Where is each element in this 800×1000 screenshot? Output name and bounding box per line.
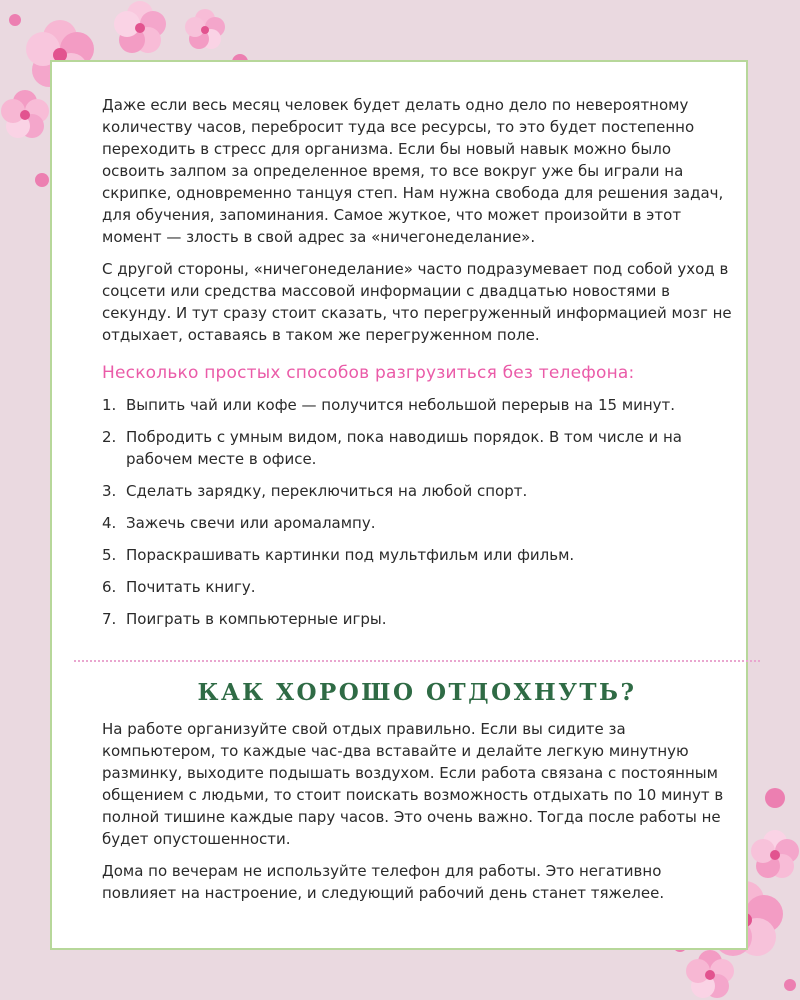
intro-paragraph: С другой стороны, «ничегонеделание» часто подразумевает под собой уход в соцсети или средства массовой информации с двадцатью новостями в секунду. И тут сразу стоит сказать, что перегруженный информацией мозг не отдыхает, оставаясь в таком же перегруженном поле. <box>102 260 732 344</box>
list-item-number: 6. <box>102 578 117 596</box>
list-item <box>102 544 732 566</box>
list-item-text: Побродить с умным видом, пока наводишь порядок. В том числе и на рабочем месте в офисе. <box>126 428 682 468</box>
list-item-number: 3. <box>102 482 117 500</box>
section-heading: КАК ХОРОШО ОТДОХНУТЬ? <box>197 679 637 706</box>
list-item <box>102 426 732 470</box>
list-item-text: Поиграть в компьютерные игры. <box>126 610 387 628</box>
body-paragraph: На работе организуйте свой отдых правильно. Если вы сидите за компьютером, то каждые час-два вставайте и делайте легкую минутную разминку, выходите подышать воздухом. Если работа связана с постоянным общением с людьми, то стоит поискать возможность отдыхать по 10 минут в полной тишине каждые пару часов. Это очень важно. Тогда после работы не будет опустошенности. <box>102 720 724 848</box>
body-paragraph: Дома по вечерам не используйте телефон для работы. Это негативно повлияет на настроение, и следующий рабочий день станет тяжелее. <box>102 862 665 902</box>
tips-list <box>102 394 732 630</box>
article-content <box>102 94 732 914</box>
dotted-divider <box>74 660 760 662</box>
list-item <box>102 480 732 502</box>
list-item <box>102 394 732 416</box>
list-item-number: 2. <box>102 428 117 446</box>
list-item-number: 5. <box>102 546 117 564</box>
list-item-number: 7. <box>102 610 117 628</box>
list-item <box>102 576 732 598</box>
list-item-text: Зажечь свечи или аромалампу. <box>126 514 376 532</box>
list-item-text: Почитать книгу. <box>126 578 256 596</box>
list-item-text: Сделать зарядку, переключиться на любой спорт. <box>126 482 528 500</box>
list-item-number: 4. <box>102 514 117 532</box>
list-subheading: Несколько простых способов разгрузиться без телефона: <box>102 363 635 383</box>
list-item-number: 1. <box>102 396 117 414</box>
list-item <box>102 608 732 630</box>
list-item-text: Выпить чай или кофе — получится небольшой перерыв на 15 минут. <box>126 396 676 414</box>
list-item <box>102 512 732 534</box>
intro-paragraph: Даже если весь месяц человек будет делать одно дело по невероятному количеству часов, перебросит туда все ресурсы, то это будет постепенно переходить в стресс для организма. Если бы новый навык можно было освоить залпом за определенное время, то все вокруг уже бы играли на скрипке, одновременно танцуя степ. Нам нужна свобода для решения задач, для обучения, запоминания. Самое жуткое, что может произойти в этот момент — злость в свой адрес за «ничегонеделание». <box>102 96 724 246</box>
list-item-text: Пораскрашивать картинки под мультфильм или фильм. <box>126 546 575 564</box>
